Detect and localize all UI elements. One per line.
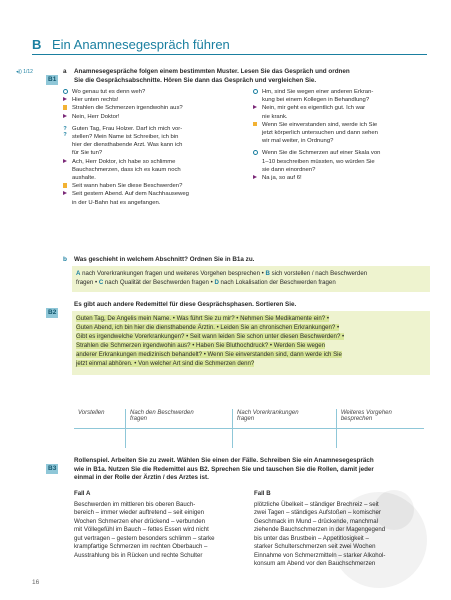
b2-sorting-table [74,409,424,448]
triangle-marker-icon [63,114,67,118]
dialogue-text: Bauchschmerzen, dass ich es kaum noch [72,166,181,173]
option-text: fragen • [76,279,99,287]
section-title: Ein Anamnesegespräch führen [52,37,230,52]
triangle-marker-icon [253,105,257,109]
audio-icon: ◂)) [16,69,22,75]
b2-phrases-box [72,311,430,375]
option-text: nach Qualität der Beschwerden fragen • [103,279,215,287]
table-header-text: Nach Vorerkrankungen [237,410,299,416]
dialogue-text: nie krank. [262,113,288,120]
dialogue-line [248,88,428,104]
case-text-line: Wochen Schmerzen eher drückend – verbunden [74,517,205,525]
table-header-text: Nach den Beschwerden [129,410,194,416]
dialogue-line [248,149,428,174]
table-cell[interactable] [74,429,125,449]
square-marker-icon [63,183,68,188]
case-text-line: bis unter das Brustbein – Appetitlosigkeit – [254,534,369,542]
dialogue-text: Nein, mir geht es eigentlich gut. Ich war [262,105,366,112]
phrase-line: Guten Tag, De Angelis mein Name. • Was führt Sie zu mir? • Nehmen Sie Medikamente ein? • [76,315,329,322]
dialogue-text: Wenn Sie die Schmerzen auf einer Skala von [262,150,381,157]
case-b-title: Fall B [254,490,271,497]
option-text: sich vorstellen / nach Beschwerden [269,270,368,277]
dialogue-line [58,190,236,206]
option-text: nach Vorerkrankungen fragen und weiteres Vorgehen besprechen • [80,270,266,277]
case-text-line: zwei Tagen – ständiges Aufstoßen – komischer [254,509,381,516]
dialogue-text: 1–10 beschreiben müssten, wo würden Sie [262,158,375,165]
circle-marker-icon [253,89,258,94]
phrase-line: jetzt einmal abhören. • Von welcher Art sind die Schmerzen denn? [76,360,255,368]
dialogue-text: Nein, Herr Doktor! [72,113,120,120]
circle-marker-icon [253,150,258,155]
option-key: B [265,270,270,277]
dialogue-text: Wenn Sie einverstanden sind, werde ich Sie [262,121,378,128]
b1a-label: a [63,68,67,75]
decorative-watermark [309,480,429,600]
dialogue-text: aushalte. [72,175,96,182]
dialogue-right-column [248,88,428,182]
dialogue-text: wir mal weiter, in Ordnung? [262,138,334,145]
table-header-text: besprechen [340,416,373,422]
case-text-line: konsum am Abend vor den Bauchschmerzen [254,560,376,567]
case-text-line: krampfartige Schmerzen im rechten Oberbauch – [74,543,208,550]
dialogue-line [58,88,236,96]
triangle-marker-icon [63,159,67,163]
case-text-line: Einnahme von Schmerzmitteln – starker Alkohol- [254,551,386,559]
dialogue-text: sie dann einordnen? [262,166,316,173]
dialogue-text: für Sie tun? [72,150,103,157]
square-marker-icon [253,122,258,127]
dialogue-left-column [58,88,236,207]
option-key: A [76,270,81,277]
table-header [125,409,232,429]
square-marker-icon [63,105,68,110]
page-number: 16 [32,579,40,586]
phrase-line: Gibt es irgendwelche Vorerkrankungen? • Seit wann leiden Sie schon unter diesen Beschwerden? • [76,333,345,341]
case-text-line: plötzliche Übelkeit – ständiger Brechreiz – seit [254,500,379,508]
dialogue-text: Na ja, so auf 6! [262,175,302,182]
audio-track-label[interactable]: ◂)) 1/12 [16,69,33,75]
dialogue-text: Hier unten rechts! [72,97,119,104]
dialogue-text: Seit wann haben Sie diese Beschwerden? [72,183,183,190]
b2-instruction: Es gibt auch andere Redemittel für diese Gesprächsphasen. Sortieren Sie. [74,301,297,308]
question-marker-icon: ? ? [63,125,67,138]
circle-marker-icon [63,89,68,94]
table-cell[interactable] [336,429,424,449]
table-header-text: fragen [237,416,255,422]
dialogue-text: Wo genau tut es denn weh? [72,89,146,95]
dialogue-text: Strahlen die Schmerzen irgendwohin aus? [72,105,183,112]
dialogue-line [248,174,428,182]
case-a-title: Fall A [74,490,91,497]
section-header [32,28,427,52]
table-header [74,409,125,429]
triangle-marker-icon [63,97,67,101]
section-letter: B [32,37,42,52]
exercise-tag-b2: B2 [48,309,57,316]
case-a [74,490,244,560]
dialogue-line [248,104,428,120]
dialogue-line [58,113,236,121]
triangle-marker-icon [63,191,67,195]
dialogue-text: stellen? Mein Name ist Schreiber, ich bin [72,134,179,141]
dialogue-text: Ach, Herr Doktor, ich habe so schlimme [72,158,176,165]
option-line [76,269,426,278]
case-text-line: mit Völlegefühl im Bauch – fettes Essen wird nicht [74,526,209,533]
dialogue-text: Hm, sind Sie wegen einer anderen Erkran- [262,89,374,95]
table-header-text: fragen [129,416,147,422]
table-header-text: Vorstellen [78,410,105,416]
b1b-label: b [63,256,67,263]
b1a-instruction: Anamnesegespräche folgen einem bestimmten Muster. Lesen Sie das Gespräch und ordnen Sie die Gesprächsabschnitte. Hören Sie dann das Gespräch und vergleichen Sie. [74,68,350,84]
table-cell[interactable] [125,429,232,449]
case-text-line: Geschmack im Mund – drückende, manchmal [254,517,378,525]
header-divider [32,54,427,55]
table-header [336,409,424,429]
phrase-line: Guten Abend, ich bin hier die diensthabende Ärztin. • Leiden Sie an chronischen Erkrankungen? • [76,324,340,332]
dialogue-text: jetzt körperlich untersuchen und dann sehen [262,130,378,137]
case-text-line: starker Schulterschmerzen seit zwei Wochen [254,543,376,550]
table-cell[interactable] [233,429,337,449]
case-text-line: Ausstrahlung bis in Rücken und rechte Schulter [74,551,203,559]
dialogue-text: kung bei einem Kollegen in Behandlung? [262,97,370,104]
b1b-instruction: Was geschieht in welchem Abschnitt? Ordnen Sie in B1a zu. [74,256,255,263]
phrase-line: Strahlen die Schmerzen irgendwohin aus? • Haben Sie Bluthochdruck? • Werden Sie wegen [76,342,326,350]
dialogue-text: hier der diensthabende Arzt. Was kann ich [72,142,183,149]
dialogue-line [58,125,236,158]
exercise-tag-b1: B1 [48,76,57,83]
table-header-text: Weiteres Vorgehen [340,410,392,416]
phrase-line: anderer Erkrankungen medizinisch behandelt? • Wenn Sie einverstanden sind, dann werde ich Sie [76,351,342,359]
dialogue-text: in der U-Bahn hat es angefangen. [72,199,161,206]
dialogue-line [58,104,236,112]
triangle-marker-icon [253,175,257,179]
case-text-line: bereich – immer wieder auftretend – seit einigen [74,509,205,516]
case-text-line: ziehende Bauchschmerzen in der Magengegend [254,526,386,533]
dialogue-line [58,158,236,183]
option-key: D [214,279,219,287]
option-text: nach Lokalisation der Beschwerden fragen [218,279,336,287]
exercise-tag-b3: B3 [48,465,57,472]
case-text-line: gut vertragen – gestern besonders schlimm – starke [74,534,215,542]
dialogue-line [58,182,236,190]
table-header [233,409,337,429]
case-text-line: Beschwerden im mittleren bis oberen Bauch- [74,500,196,508]
option-key: C [98,279,104,287]
dialogue-text: Guten Tag, Frau Holzer. Darf ich mich vor- [72,125,183,132]
dialogue-line [58,96,236,104]
b3-instruction: Rollenspiel. Arbeiten Sie zu zweit. Wählen Sie einen der Fälle. Schreiben Sie ein Anamnesegespräch wie in B1a. Nutzen Sie die Redemittel aus B2. Sprechen Sie und tauschen Sie die Rollen, damit jeder einmal in der Rolle der Ärztin / des Arztes ist. [74,457,374,482]
dialogue-line [248,121,428,146]
b1b-options-box [72,266,430,292]
dialogue-text: Seit gestern Abend. Auf dem Nachhauseweg [72,191,189,198]
option-line [76,278,426,287]
